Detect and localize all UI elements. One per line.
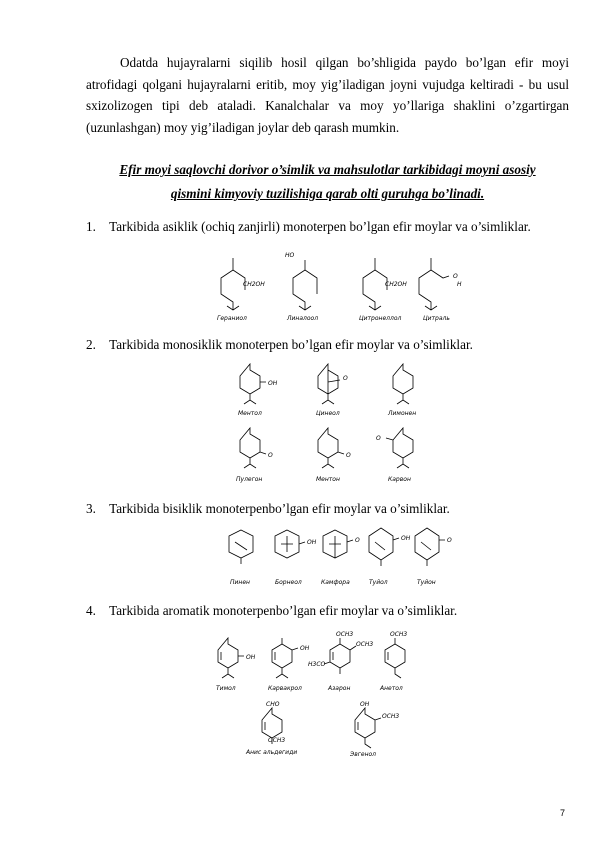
thujone-structure [415,528,452,586]
section-2-title [86,336,569,354]
asarone-label: Азарон [328,685,351,692]
citronellol-label: Цитронеллол [359,315,402,322]
limonene-structure [387,364,416,417]
asarone-structure [308,631,373,692]
eugenol-label: Эвгенол [350,751,376,758]
svg-text:O: O [355,537,360,544]
citral-structure [419,258,462,322]
linalool-group: HO [285,252,295,259]
section-text: Tarkibida asiklik (ochiq zanjirli) monoterpen bo’lgan efir moylar va o’simliklar. [109,219,531,234]
carvacrol-label: Карвакрол [268,685,302,692]
svg-text:O: O [376,435,381,442]
cineole-label: Цинеол [316,410,340,417]
acyclic-structures-figure [205,248,475,328]
svg-text:O: O [346,452,351,459]
citronellol-group: CH2OH [385,281,407,288]
page-number: 7 [559,808,565,818]
section-number: 1. [86,219,96,234]
geraniol-group: CH2OH [243,281,265,288]
anethole-structure [379,631,407,692]
svg-text:H3CO: H3CO [308,661,326,668]
thujone-label: Туйон [417,579,436,586]
geraniol-label: Гераниол [217,315,247,322]
thujol-structure [369,528,411,586]
anisaldehyde-label: Анис альдегиди [246,749,298,756]
svg-text:CHO: CHO [266,701,280,708]
svg-text:O: O [268,452,273,459]
svg-text:OH: OH [360,701,370,708]
menthol-structure [238,364,278,417]
carvone-structure [376,428,413,483]
svg-text:OCH3: OCH3 [356,641,374,648]
citral-group-h: H [457,281,462,288]
intro-paragraph [86,52,569,139]
linalool-label: Линалоол [287,315,319,322]
pinene-structure [229,530,253,586]
geraniol-structure [217,258,265,322]
section-number: 4. [86,603,96,618]
citral-label: Цитраль [423,315,450,322]
camphor-structure [321,530,360,586]
limonene-label: Лимонен [388,410,417,417]
anethole-label: Анетол [380,685,403,692]
section-number: 3. [86,501,96,516]
svg-text:OH: OH [246,654,256,661]
linalool-structure [285,252,318,322]
section-text: Tarkibida aromatik monoterpenbo’lgan efir moylar va o’simliklar. [109,603,458,618]
aromatic-structures-figure [210,632,420,760]
pulegone-label: Пулегон [236,476,263,483]
svg-text:OCH3: OCH3 [390,631,408,638]
carvacrol-structure [268,638,310,692]
svg-text:OH: OH [300,645,310,652]
menthol-label: Ментол [238,410,262,417]
pinene-label: Пинен [230,579,250,586]
monocyclic-structures-figure [228,358,428,488]
anisaldehyde-structure [245,701,297,756]
section-4-title [86,602,569,620]
borneol-structure [275,530,317,586]
citral-group-o: O [453,273,458,280]
bicyclic-structures-figure [225,522,465,592]
svg-text:OH: OH [401,535,411,542]
section-3-title [86,500,569,518]
svg-text:OH: OH [268,380,278,387]
svg-text:O: O [343,375,348,382]
thymol-structure [216,638,256,692]
carvone-label: Карвон [388,476,411,483]
pulegone-structure [236,428,273,483]
thujol-label: Туйол [369,579,388,586]
heading-line-2: qismini kimyoviy tuzilishiga qarab olti guruhga bo’linadi. [170,186,485,201]
svg-text:OCH3: OCH3 [336,631,354,638]
heading-line-1: Efir moyi saqlovchi dorivor o’simlik va mahsulotlar tarkibidagi moyni asosiy [119,162,536,177]
svg-text:O: O [447,537,452,544]
camphor-label: Камфора [321,579,350,586]
eugenol-structure [349,701,399,758]
section-number: 2. [86,337,96,352]
borneol-label: Борнеол [275,579,302,586]
citronellol-structure [359,258,407,322]
section-heading [86,158,569,206]
section-text: Tarkibida bisiklik monoterpenbo’lgan efir moylar va o’simliklar. [109,501,450,516]
menthone-structure [316,428,351,483]
svg-text:OCH3: OCH3 [268,737,286,744]
svg-text:OCH3: OCH3 [382,713,400,720]
intro-text: Odatda hujayralarni siqilib hosil qilgan bo’shligida paydo bo’lgan efir moyi atrofidagi qolgani hujayralarni eritib, moy yig’iladigan joyni vujudga keltiradi - bu usul sxizolizogen tipi deb ataladi. Kanalchalar va moy yo’llariga shaklini o’zgartirgan (uzunlashgan) moy yig’iladigan joylar deb qarash mumkin. [86,55,569,136]
section-text: Tarkibida monosiklik monoterpen bo’lgan efir moylar va o’simliklar. [109,337,473,352]
menthone-label: Ментон [316,476,340,483]
cineole-structure [316,364,348,417]
thymol-label: Тимол [216,685,236,692]
svg-text:OH: OH [307,539,317,546]
section-1-title [86,218,569,236]
